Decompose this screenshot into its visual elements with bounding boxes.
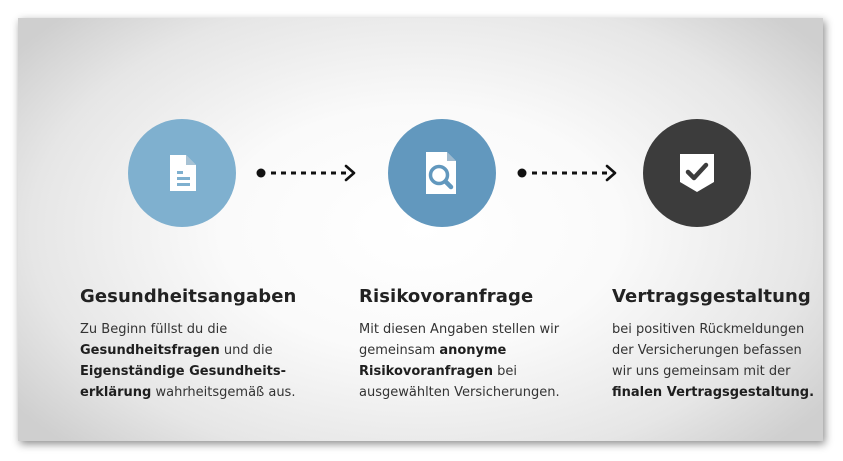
step-1-title: Gesundheitsangaben bbox=[80, 286, 297, 307]
description-line: Mit diesen Angaben stellen wir bbox=[359, 322, 560, 337]
arrow-step-2-to-3 bbox=[516, 162, 622, 184]
bold-text: Gesundheitsfragen bbox=[80, 343, 220, 358]
step-3-column bbox=[612, 286, 827, 403]
description-line: Risikovoranfragen bei bbox=[359, 364, 517, 379]
description-line: erklärung wahrheitsgemäß aus. bbox=[80, 385, 296, 400]
step-3-circle bbox=[643, 119, 751, 227]
step-3-description bbox=[612, 319, 827, 403]
description-line: gemeinsam anonyme bbox=[359, 343, 507, 358]
step-1-column bbox=[80, 286, 320, 403]
bold-text: finalen Vertragsgestaltung. bbox=[612, 385, 815, 400]
bold-text: Eigenständige Gesundheits- bbox=[80, 364, 287, 379]
step-2-description bbox=[359, 319, 589, 403]
description-line: Zu Beginn füllst du die bbox=[80, 322, 228, 337]
step-2-title: Risikovoranfrage bbox=[359, 286, 534, 307]
description-line: bei positiven Rückmeldungen bbox=[612, 322, 805, 337]
description-line: ausgewählten Versicherungen. bbox=[359, 385, 560, 400]
process-card bbox=[18, 18, 823, 441]
description-line: Gesundheitsfragen und die bbox=[80, 343, 273, 358]
step-2-column bbox=[359, 286, 589, 403]
description-line bbox=[80, 361, 320, 382]
bold-text: erklärung bbox=[80, 385, 152, 400]
arrow-step-1-to-2 bbox=[255, 162, 361, 184]
description-line: der Versicherungen befassen bbox=[612, 343, 802, 358]
document-icon bbox=[162, 151, 202, 195]
step-1-circle bbox=[128, 119, 236, 227]
step-2-circle bbox=[388, 119, 496, 227]
bold-text: Risikovoranfragen bbox=[359, 364, 493, 379]
bold-text: anonyme bbox=[439, 343, 507, 358]
step-1-description bbox=[80, 319, 320, 403]
description-line: wir uns gemeinsam mit der bbox=[612, 364, 791, 379]
step-3-title: Vertragsgestaltung bbox=[612, 286, 811, 307]
shield-check-icon bbox=[676, 150, 718, 196]
document-search-icon bbox=[420, 149, 464, 197]
description-line bbox=[612, 382, 827, 403]
